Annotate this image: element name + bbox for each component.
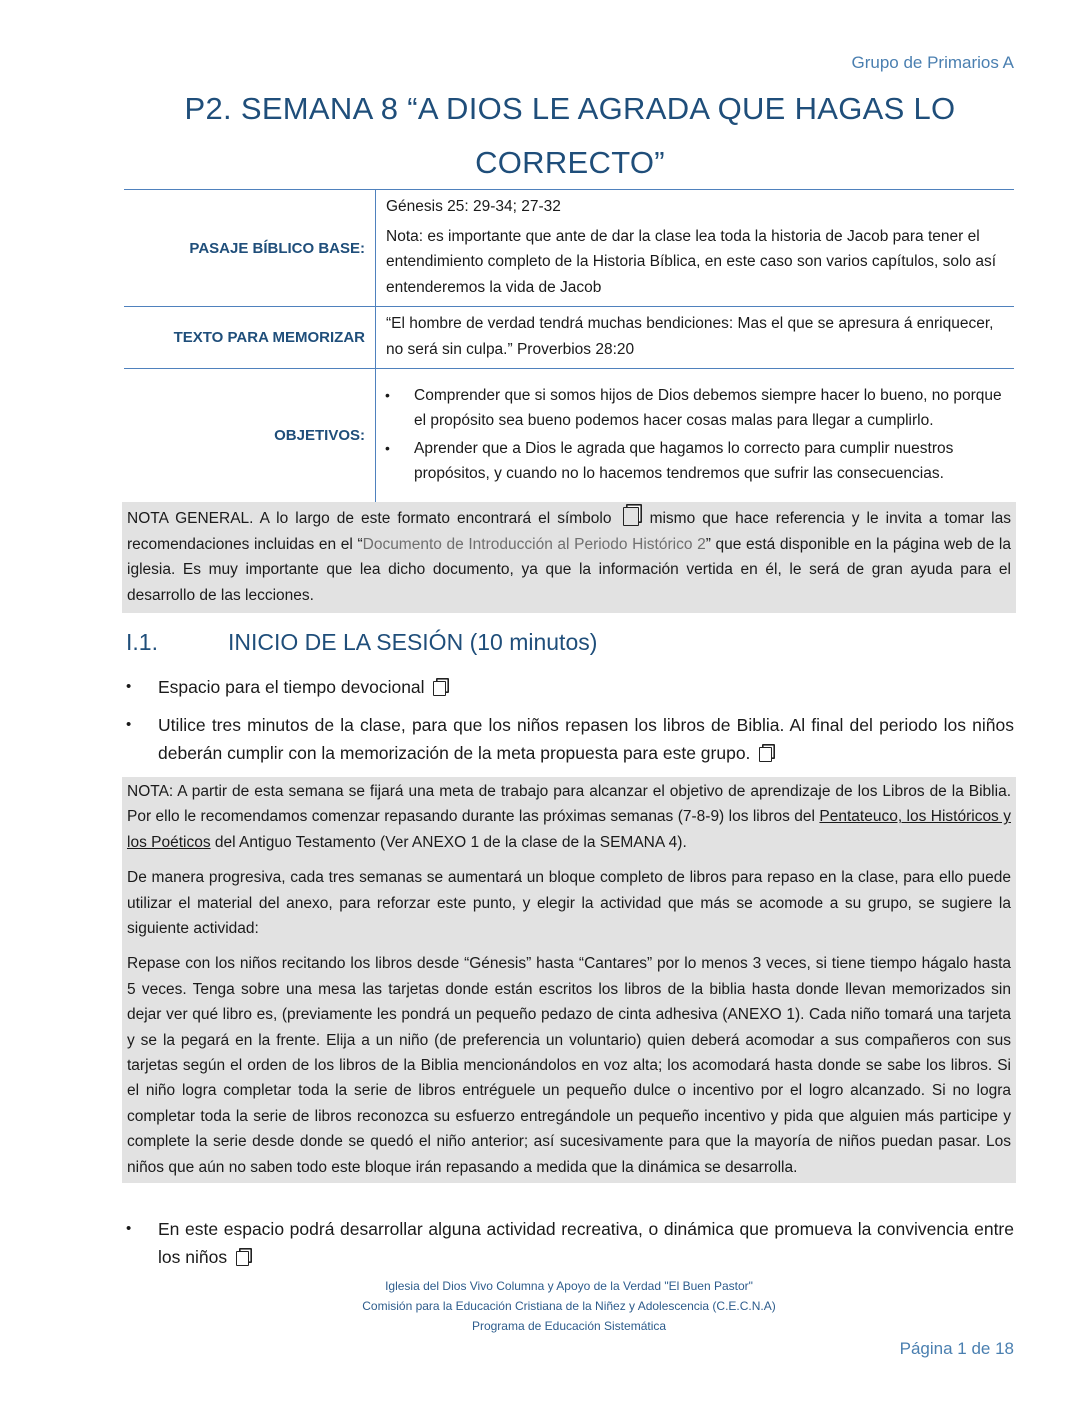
intro-document-link[interactable]: Documento de Introducción al Periodo Histórico 2 [362, 535, 706, 553]
pentateuco-link[interactable]: Pentateuco, los Históricos y los Poéticos [127, 808, 1011, 851]
note-text: del Antiguo Testamento (Ver ANEXO 1 de la clase de la SEMANA 4). [210, 833, 687, 851]
list-item [126, 711, 1014, 767]
table-row [124, 369, 1014, 503]
list-item [126, 1215, 1014, 1271]
list-item: • Aprender que a Dios le agrada que hagamos lo correcto para cumplir nuestros propósitos, y cuando no lo hacemos tendremos que sufrir las consecuencias. [414, 436, 1004, 487]
memorizar-label: TEXTO PARA MEMORIZAR [124, 307, 376, 369]
activity-note [122, 777, 1016, 1183]
memorizar-text: “El hombre de verdad tendrá muchas bendiciones: Mas el que se apresura á enriquecer, no será sin culpa.” Proverbios 28:20 [376, 307, 1015, 369]
pasaje-ref: Génesis 25: 29-34; 27-32 [386, 198, 561, 215]
document-copy-icon [433, 681, 446, 696]
footer-commission: Comisión para la Educación Cristiana de la Niñez y Adolescencia (C.E.C.N.A) [362, 1299, 776, 1313]
general-note-text: mismo que hace referencia y le invita a tomar las recomendaciones incluidas en el “ [127, 510, 1011, 553]
note-text: NOTA: A partir de esta semana se fijará una meta de trabajo para alcanzar el objetivo de aprendizaje de los Libros de la Biblia. Por ello le recomendamos comenzar repasando durante las próximas semanas (7-8-9) los libros del [127, 783, 1011, 826]
objetivos-label: OBJETIVOS: [124, 369, 376, 503]
table-row [124, 190, 1014, 307]
list-item: • Comprender que si somos hijos de Dios debemos siempre hacer lo bueno, no porque el propósito sea bueno podemos hacer cosas malas para llegar a cumplirlo. [414, 383, 1004, 434]
note-paragraph [127, 779, 1011, 855]
bullet-icon: • [126, 716, 132, 733]
footer-church: Iglesia del Dios Vivo Columna y Apoyo de la Verdad "El Buen Pastor" [385, 1279, 753, 1293]
general-note [122, 502, 1016, 613]
note-paragraph: De manera progresiva, cada tres semanas se aumentará un bloque completo de libros para repaso en la clase, para ello puede utilizar el material del anexo, para reforzar este punto, y elegir la actividad que más se acomode a su grupo, se sugiere la siguiente actividad: [127, 869, 1011, 938]
page-footer [0, 1276, 1088, 1336]
pasaje-nota: Nota: es importante que ante de dar la clase lea toda la historia de Jacob para tener el entendimiento completo de la Historia Bíblica, en este caso son varios capítulos, solo así entenderemos la vida de Jacob [386, 227, 996, 296]
note-paragraph: Repase con los niños recitando los libros desde “Génesis” hasta “Cantares” por lo menos 3 veces, si tiene tiempo hágalo hasta 5 veces. Tenga sobre una mesa las tarjetas donde están escritos los libros de la biblia hasta donde llevan memorizados sin dejar ver qué libro es, (previamente les pondrá un pequeño pedazo de cinta adhesiva (ANEXO 1). Cada niño tomará una tarjeta y se la pegará en la frente. Elija a un niño (de preferencia un voluntario) quien deberá acomodar a sus compañeros con sus tarjetas según el orden de los libros de la Biblia mencionándolos en voz alta; los acomodará hasta donde se sabe los libros. Si el niño logra completar toda la serie de libros entréguele un pequeño dulce o incentivo por el logro alcanzado. Si no logra completar toda la serie de libros reconozca su esfuerzo entregándole un pequeño incentivo y pida que alguien más participe y complete la serie desde donde se quedó el niño anterior; así sucesivamente para que la mayoría de niños puedan pasar. Los niños que aún no saben todo este bloque irán repasando a medida que la dinámica se desarrolla. [127, 955, 1011, 1176]
bullet-text: Espacio para el tiempo devocional [158, 677, 425, 697]
section-title: INICIO DE LA SESIÓN (10 minutos) [228, 629, 598, 655]
lesson-info-table [124, 189, 1014, 503]
list-item [126, 673, 1014, 701]
bullet-text: Utilice tres minutos de la clase, para que los niños repasen los libros de Biblia. Al final del periodo los niños deberán cumplir con la memorización de la meta propuesta para este grupo. [158, 715, 1014, 763]
document-copy-icon [623, 507, 639, 526]
table-row [124, 307, 1014, 369]
document-copy-icon [759, 747, 772, 762]
objetivos-list [386, 383, 1004, 487]
footer-program: Programa de Educación Sistemática [471, 1319, 667, 1333]
bullet-icon: • [126, 1220, 132, 1237]
section-number: I.1. [126, 629, 158, 655]
general-note-text: ” que está disponible en la página web de la iglesia. Es muy importante que lea dicho documento, ya que la información vertida en él, le será de gran ayuda para el desarrollo de las lecciones. [127, 535, 1012, 604]
objetivos-value [376, 369, 1015, 503]
pasaje-value [376, 190, 1015, 307]
general-note-text: NOTA GENERAL. A lo largo de este formato encontrará el símbolo [127, 510, 612, 527]
bullet-text: En este espacio podrá desarrollar alguna actividad recreativa, o dinámica que promueva la convivencia entre los niños [158, 1219, 1014, 1267]
section-heading [126, 629, 597, 656]
group-label: Grupo de Primarios A [851, 53, 1014, 72]
pasaje-label: PASAJE BÍBLICO BASE: [124, 190, 376, 307]
bullet-icon: • [126, 678, 132, 695]
page-title: P2. SEMANA 8 “A DIOS LE AGRADA QUE HAGAS LO CORRECTO” [184, 91, 956, 180]
page-number: Página 1 de 18 [899, 1339, 1014, 1358]
document-copy-icon [236, 1251, 249, 1266]
